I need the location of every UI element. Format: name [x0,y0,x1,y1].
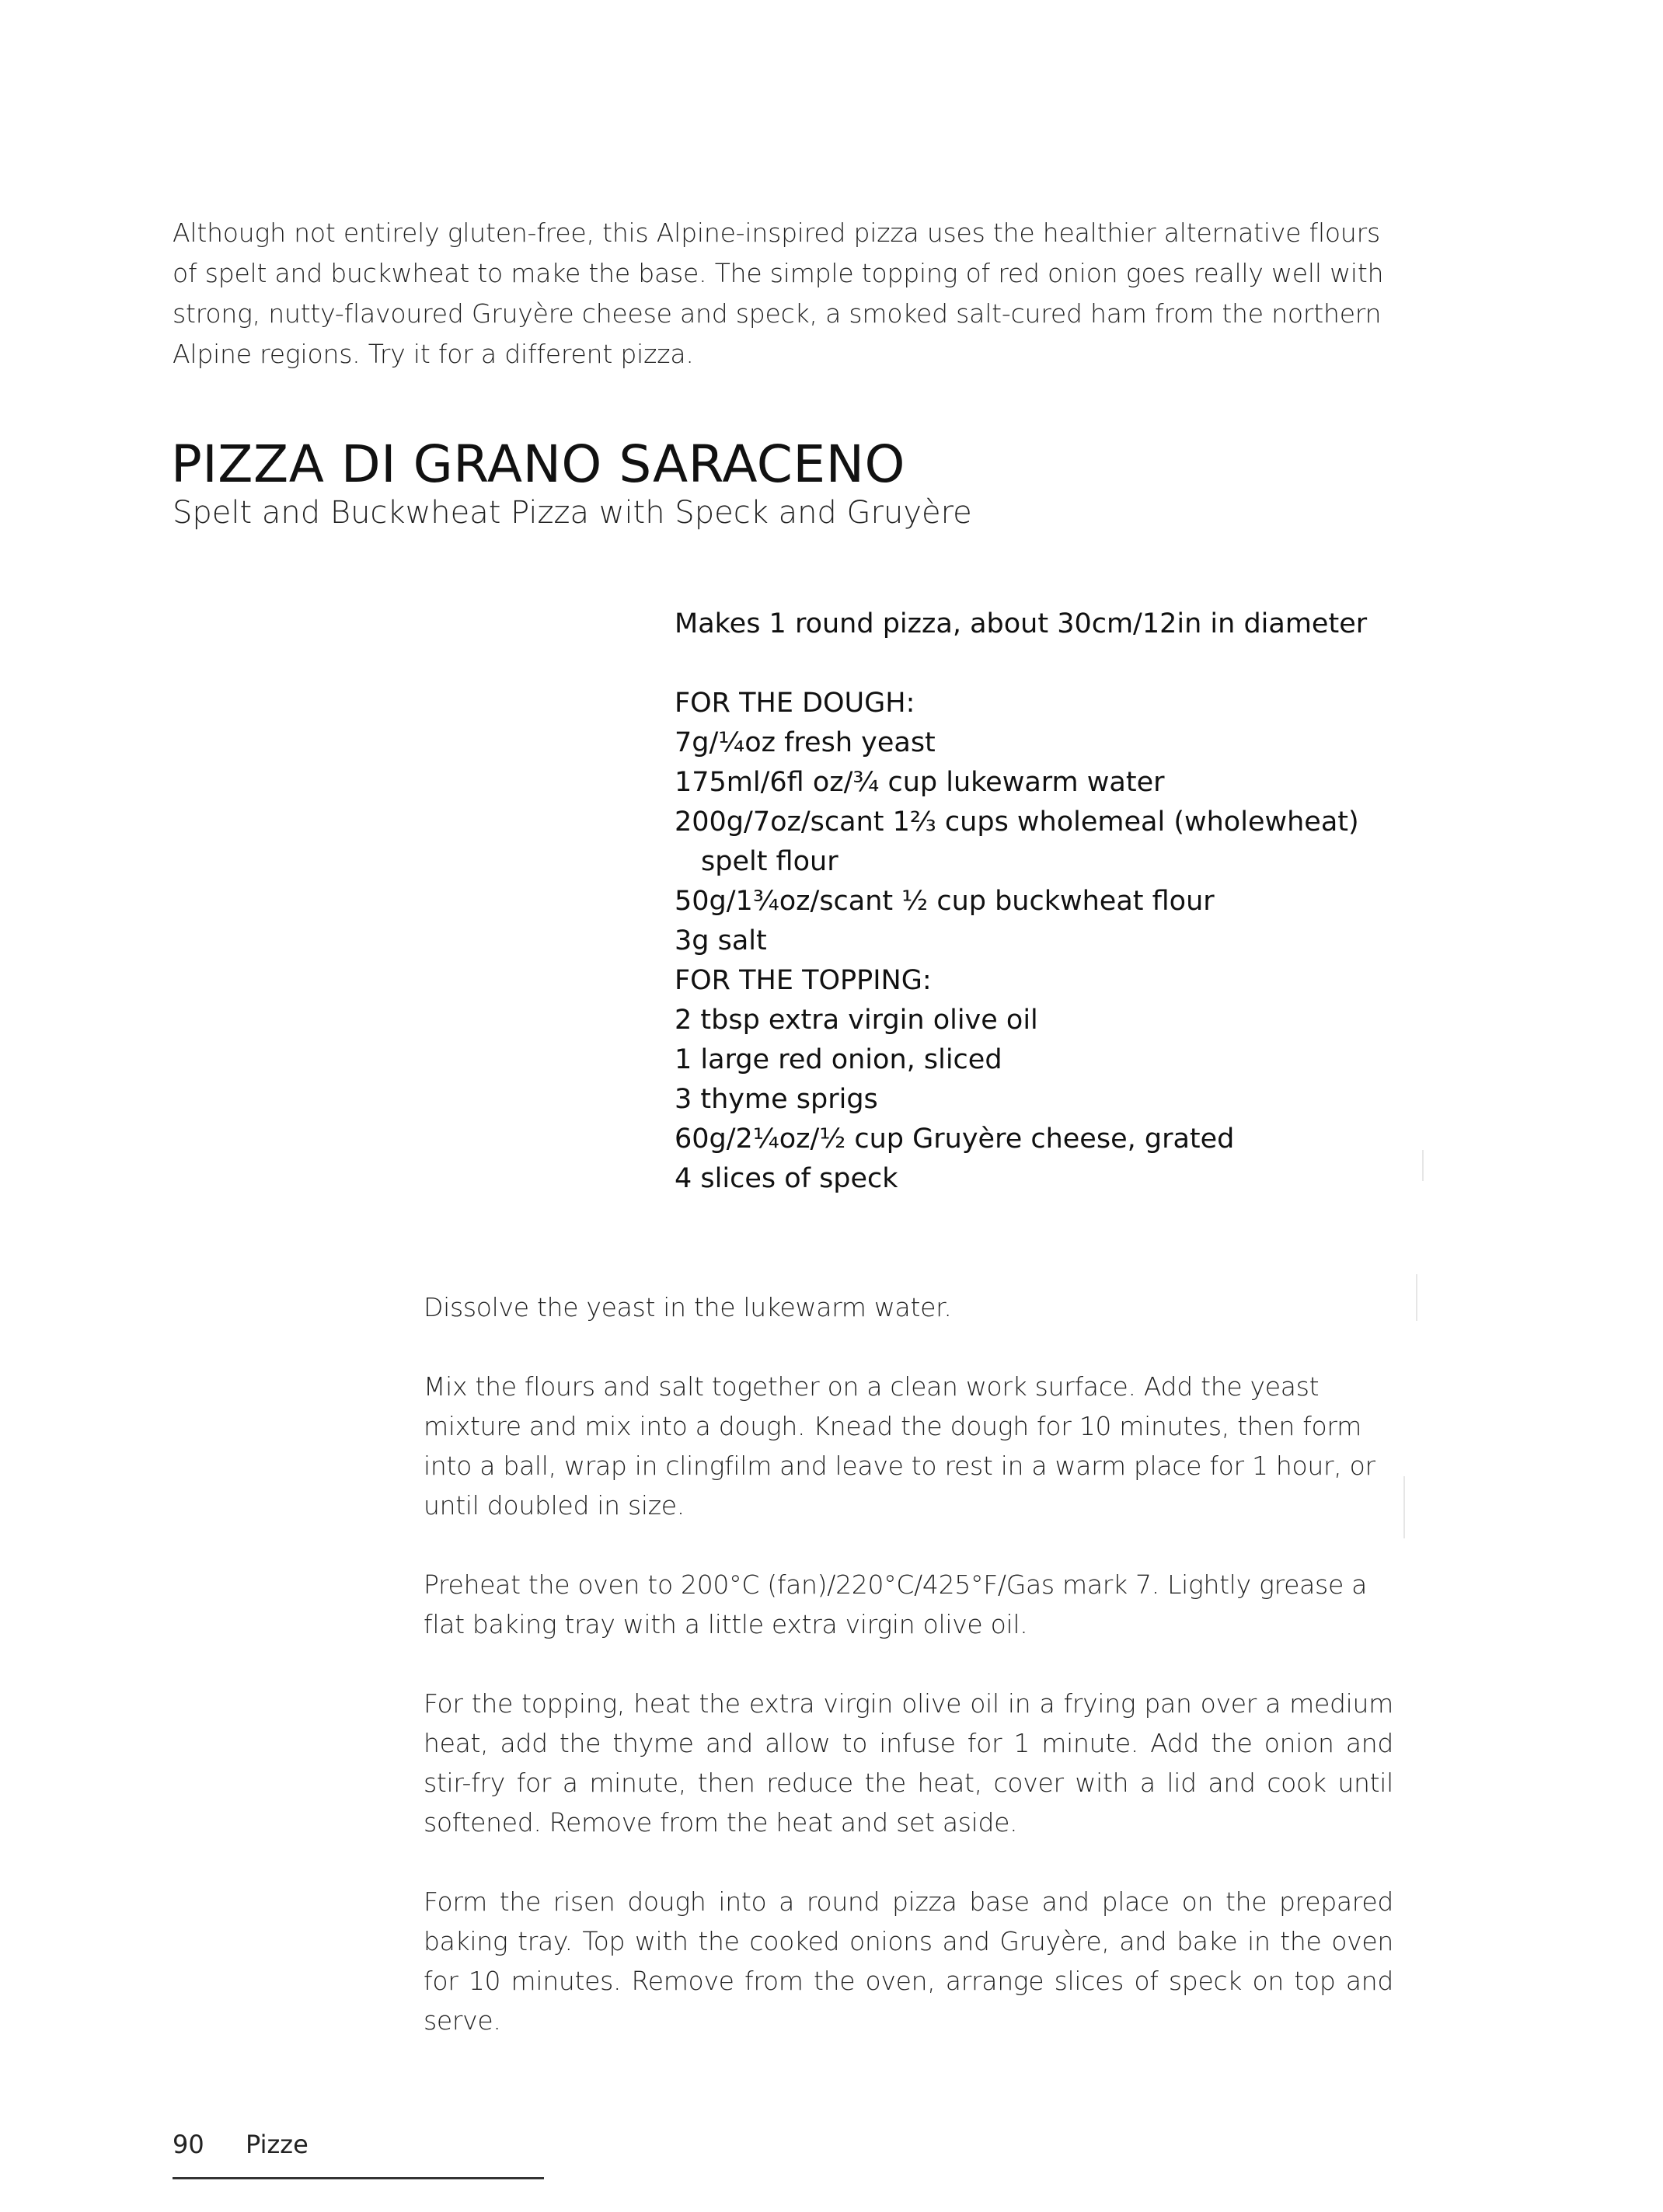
section-name: Pizze [246,2130,309,2159]
scan-artifact-line [1416,1274,1417,1321]
ingredient-item: 1 large red onion, sliced [675,1044,1002,1075]
ingredient-item: 7g/¼oz fresh yeast [675,727,936,758]
page-footer [173,2126,546,2180]
recipe-subtitle: Spelt and Buckwheat Pizza with Speck and Gruyère [173,495,972,531]
footer-rule [173,2177,544,2179]
ingredient-item: 50g/1¾oz/scant ½ cup buckwheat flour [675,886,1215,917]
method-step-3: Preheat the oven to 200°C (fan)/220°C/425°F/Gas mark 7. Lightly grease a flat baking tray with a little extra virgin olive oil. [424,1569,1368,1639]
ingredient-item: 3 thyme sprigs [675,1084,878,1115]
method-step-2: Mix the flours and salt together on a clean work surface. Add the yeast mixture and mix into a dough. Knead the dough for 10 minutes, then form into a ball, wrap in clingfilm and leave to rest in a warm place for 1 hour, or until doubled in size. [424,1371,1375,1521]
ingredient-item: 4 slices of speck [675,1163,898,1194]
method-step-5: Form the risen dough into a round pizza base and place on the prepared baking tray. Top with the cooked onions and Gruyère, and bake in the oven for 10 minutes. Remove from the oven, arrange slices of speck on top and serve. [424,1886,1393,2036]
ingredient-item-continuation: spelt flour [701,846,838,877]
ingredient-heading-topping: FOR THE TOPPING: [675,965,932,996]
ingredients-block [675,604,1389,1199]
method-block [424,1287,1393,2080]
scan-artifact-line [1403,1476,1405,1538]
scan-artifact-line [1422,1150,1424,1181]
intro-paragraph: Although not entirely gluten-free, this Alpine-inspired pizza uses the healthier alternative flours of spelt and buckwheat to make the base. The simple topping of red onion goes really well with strong, nutty-flavoured Gruyère cheese and speck, a smoked salt-cured ham from the northern Alpine regions. Try it for a different pizza. [173,218,1384,369]
method-step-1: Dissolve the yeast in the lukewarm water. [424,1292,952,1322]
ingredient-item: 175ml/6fl oz/¾ cup lukewarm water [675,767,1165,798]
ingredient-item: 200g/7oz/scant 1⅔ cups wholemeal (wholewheat) [675,806,1359,838]
ingredient-item: 2 tbsp extra virgin olive oil [675,1005,1038,1036]
method-step-4: For the topping, heat the extra virgin olive oil in a frying pan over a medium heat, add the thyme and allow to infuse for 1 minute. Add the onion and stir-fry for a minute, then reduce the heat, cover with a lid and cook until softened. Remove from the heat and set aside. [424,1688,1393,1838]
ingredient-item: 3g salt [675,925,767,956]
ingredient-heading-dough: FOR THE DOUGH: [675,688,915,719]
ingredient-item: 60g/2¼oz/½ cup Gruyère cheese, grated [675,1123,1235,1155]
recipe-yield: Makes 1 round pizza, about 30cm/12in in diameter [675,608,1368,639]
recipe-title: PIZZA DI GRANO SARACENO [171,434,905,494]
page-number: 90 [173,2130,204,2159]
